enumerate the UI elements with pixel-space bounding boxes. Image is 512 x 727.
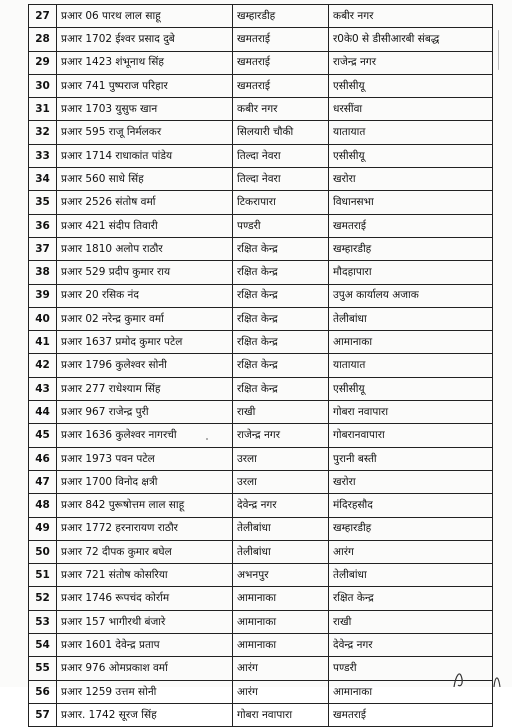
employee-name-cell: प्रआर 595 राजू निर्मलकर bbox=[57, 121, 233, 144]
employee-name-cell: प्रआर 741 पुष्पराज परिहार bbox=[57, 74, 233, 97]
table-row bbox=[29, 540, 493, 563]
table-row bbox=[29, 517, 493, 540]
current-posting-cell: तेलीबांधा bbox=[233, 517, 329, 540]
current-posting-cell: पण्डरी bbox=[233, 214, 329, 237]
employee-name-cell: प्रआर 1636 कुलेश्वर नागरची bbox=[57, 424, 233, 447]
table-row bbox=[29, 564, 493, 587]
employee-name-cell: प्रआर 1702 ईश्वर प्रसाद दुबे bbox=[57, 28, 233, 51]
serial-number-cell: 51 bbox=[29, 564, 57, 587]
new-posting-cell: खरोरा bbox=[329, 470, 493, 493]
table-row bbox=[29, 307, 493, 330]
employee-name-cell: प्रआर 1637 प्रमोद कुमार पटेल bbox=[57, 331, 233, 354]
new-posting-cell: र0के0 से डीसीआरबी संबद्ध bbox=[329, 28, 493, 51]
table-row bbox=[29, 331, 493, 354]
new-posting-cell: मंदिरहसौद bbox=[329, 494, 493, 517]
current-posting-cell: रक्षित केन्द्र bbox=[233, 237, 329, 260]
table-row bbox=[29, 261, 493, 284]
current-posting-cell: उरला bbox=[233, 447, 329, 470]
serial-number-cell: 30 bbox=[29, 74, 57, 97]
table-row bbox=[29, 447, 493, 470]
table-row bbox=[29, 168, 493, 191]
employee-name-cell: प्रआर 277 राधेश्याम सिंह bbox=[57, 377, 233, 400]
current-posting-cell: गोबरा नवापारा bbox=[233, 703, 329, 726]
new-posting-cell: आरंग bbox=[329, 540, 493, 563]
table-row bbox=[29, 214, 493, 237]
employee-name-cell: प्रआर 1796 कुलेश्वर सोनी bbox=[57, 354, 233, 377]
serial-number-cell: 34 bbox=[29, 168, 57, 191]
employee-name-cell: प्रआर 976 ओमप्रकाश वर्मा bbox=[57, 657, 233, 680]
employee-name-cell: प्रआर 842 पुरूषोत्तम लाल साहू bbox=[57, 494, 233, 517]
employee-name-cell: प्रआर 1973 पवन पटेल bbox=[57, 447, 233, 470]
table-row bbox=[29, 610, 493, 633]
table-row bbox=[29, 144, 493, 167]
serial-number-cell: 37 bbox=[29, 237, 57, 260]
table-row bbox=[29, 284, 493, 307]
serial-number-cell: 41 bbox=[29, 331, 57, 354]
current-posting-cell: खमतराई bbox=[233, 51, 329, 74]
current-posting-cell: रक्षित केन्द्र bbox=[233, 331, 329, 354]
table-row bbox=[29, 494, 493, 517]
table-row bbox=[29, 354, 493, 377]
new-posting-cell: खरोरा bbox=[329, 168, 493, 191]
new-posting-cell: तेलीबांधा bbox=[329, 564, 493, 587]
new-posting-cell: उपुअ कार्यालय अजाक bbox=[329, 284, 493, 307]
new-posting-cell: यातायात bbox=[329, 354, 493, 377]
serial-number-cell: 39 bbox=[29, 284, 57, 307]
current-posting-cell: रक्षित केन्द्र bbox=[233, 307, 329, 330]
employee-name-cell: प्रआर 967 राजेन्द्र पुरी bbox=[57, 401, 233, 424]
current-posting-cell: आमानाका bbox=[233, 610, 329, 633]
serial-number-cell: 27 bbox=[29, 5, 57, 28]
new-posting-cell: पुरानी बस्ती bbox=[329, 447, 493, 470]
employee-name-cell: प्रआर 1700 विनोद क्षत्री bbox=[57, 470, 233, 493]
table-row bbox=[29, 680, 493, 703]
current-posting-cell: सिलयारी चौकी bbox=[233, 121, 329, 144]
serial-number-cell: 31 bbox=[29, 98, 57, 121]
current-posting-cell: रक्षित केन्द्र bbox=[233, 261, 329, 284]
new-posting-cell: मौदहापारा bbox=[329, 261, 493, 284]
serial-number-cell: 44 bbox=[29, 401, 57, 424]
table-row bbox=[29, 5, 493, 28]
transfer-table bbox=[28, 4, 493, 727]
new-posting-cell: खम्हारडीह bbox=[329, 237, 493, 260]
employee-name-cell: प्रआर 560 साधे सिंह bbox=[57, 168, 233, 191]
serial-number-cell: 36 bbox=[29, 214, 57, 237]
serial-number-cell: 28 bbox=[29, 28, 57, 51]
current-posting-cell: खमतराई bbox=[233, 74, 329, 97]
employee-name-cell: प्रआर 1601 देवेन्द्र प्रताप bbox=[57, 634, 233, 657]
employee-name-cell: प्रआर 1746 रूपचंद कोर्राम bbox=[57, 587, 233, 610]
table-row bbox=[29, 587, 493, 610]
new-posting-cell: विधानसभा bbox=[329, 191, 493, 214]
table-row bbox=[29, 424, 493, 447]
table-row bbox=[29, 191, 493, 214]
employee-name-cell: प्रआर 1703 युसुफ खान bbox=[57, 98, 233, 121]
current-posting-cell: कबीर नगर bbox=[233, 98, 329, 121]
new-posting-cell: खमतराई bbox=[329, 214, 493, 237]
new-posting-cell: खम्हारडीह bbox=[329, 517, 493, 540]
current-posting-cell: आमानाका bbox=[233, 587, 329, 610]
employee-name-cell: प्रआर 421 संदीप तिवारी bbox=[57, 214, 233, 237]
current-posting-cell: आमानाका bbox=[233, 634, 329, 657]
scan-speck bbox=[498, 30, 499, 70]
table-row bbox=[29, 657, 493, 680]
current-posting-cell: तेलीबांधा bbox=[233, 540, 329, 563]
table-row bbox=[29, 703, 493, 726]
table-row bbox=[29, 121, 493, 144]
employee-name-cell: प्रआर. 1742 सूरज सिंह bbox=[57, 703, 233, 726]
new-posting-cell: गोबरा नवापारा bbox=[329, 401, 493, 424]
serial-number-cell: 57 bbox=[29, 703, 57, 726]
employee-name-cell: प्रआर 20 रसिक नंद bbox=[57, 284, 233, 307]
new-posting-cell: पण्डरी bbox=[329, 657, 493, 680]
new-posting-cell: रक्षित केन्द्र bbox=[329, 587, 493, 610]
table-row bbox=[29, 28, 493, 51]
new-posting-cell: धरसींवा bbox=[329, 98, 493, 121]
serial-number-cell: 35 bbox=[29, 191, 57, 214]
table-row bbox=[29, 470, 493, 493]
serial-number-cell: 48 bbox=[29, 494, 57, 517]
table-row bbox=[29, 51, 493, 74]
serial-number-cell: 42 bbox=[29, 354, 57, 377]
current-posting-cell: राखी bbox=[233, 401, 329, 424]
employee-name-cell: प्रआर 2526 संतोष वर्मा bbox=[57, 191, 233, 214]
new-posting-cell: राखी bbox=[329, 610, 493, 633]
table-row bbox=[29, 98, 493, 121]
employee-name-cell: प्रआर 72 दीपक कुमार बघेल bbox=[57, 540, 233, 563]
serial-number-cell: 29 bbox=[29, 51, 57, 74]
serial-number-cell: 50 bbox=[29, 540, 57, 563]
serial-number-cell: 33 bbox=[29, 144, 57, 167]
serial-number-cell: 45 bbox=[29, 424, 57, 447]
new-posting-cell: खमतराई bbox=[329, 703, 493, 726]
serial-number-cell: 54 bbox=[29, 634, 57, 657]
new-posting-cell: देवेन्द्र नगर bbox=[329, 634, 493, 657]
serial-number-cell: 46 bbox=[29, 447, 57, 470]
serial-number-cell: 53 bbox=[29, 610, 57, 633]
new-posting-cell: आमानाका bbox=[329, 680, 493, 703]
new-posting-cell: एसीसीयू bbox=[329, 377, 493, 400]
current-posting-cell: देवेन्द्र नगर bbox=[233, 494, 329, 517]
current-posting-cell: आरंग bbox=[233, 680, 329, 703]
employee-name-cell: प्रआर 02 नरेन्द्र कुमार वर्मा bbox=[57, 307, 233, 330]
current-posting-cell: राजेन्द्र नगर bbox=[233, 424, 329, 447]
serial-number-cell: 47 bbox=[29, 470, 57, 493]
new-posting-cell: यातायात bbox=[329, 121, 493, 144]
new-posting-cell: एसीसीयू bbox=[329, 144, 493, 167]
signature-mark bbox=[448, 663, 508, 687]
serial-number-cell: 32 bbox=[29, 121, 57, 144]
transfer-table-body bbox=[29, 5, 493, 727]
new-posting-cell: कबीर नगर bbox=[329, 5, 493, 28]
current-posting-cell: अभनपुर bbox=[233, 564, 329, 587]
current-posting-cell: तिल्दा नेवरा bbox=[233, 168, 329, 191]
serial-number-cell: 52 bbox=[29, 587, 57, 610]
employee-name-cell: प्रआर 1772 हरनारायण राठौर bbox=[57, 517, 233, 540]
table-row bbox=[29, 237, 493, 260]
new-posting-cell: गोबरानवापारा bbox=[329, 424, 493, 447]
serial-number-cell: 38 bbox=[29, 261, 57, 284]
current-posting-cell: आरंग bbox=[233, 657, 329, 680]
current-posting-cell: तिल्दा नेवरा bbox=[233, 144, 329, 167]
employee-name-cell: प्रआर 157 भागीरथी बंजारे bbox=[57, 610, 233, 633]
table-row bbox=[29, 377, 493, 400]
employee-name-cell: प्रआर 529 प्रदीप कुमार राय bbox=[57, 261, 233, 284]
current-posting-cell: रक्षित केन्द्र bbox=[233, 354, 329, 377]
employee-name-cell: प्रआर 721 संतोष कोसरिया bbox=[57, 564, 233, 587]
employee-name-cell: प्रआर 1714 राधाकांत पांडेय bbox=[57, 144, 233, 167]
new-posting-cell: आमानाका bbox=[329, 331, 493, 354]
serial-number-cell: 49 bbox=[29, 517, 57, 540]
current-posting-cell: खम्हारडीह bbox=[233, 5, 329, 28]
table-row bbox=[29, 74, 493, 97]
serial-number-cell: 55 bbox=[29, 657, 57, 680]
current-posting-cell: रक्षित केन्द्र bbox=[233, 377, 329, 400]
current-posting-cell: टिकरापारा bbox=[233, 191, 329, 214]
serial-number-cell: 40 bbox=[29, 307, 57, 330]
new-posting-cell: तेलीबांधा bbox=[329, 307, 493, 330]
table-row bbox=[29, 401, 493, 424]
serial-number-cell: 56 bbox=[29, 680, 57, 703]
employee-name-cell: प्रआर 1259 उत्तम सोनी bbox=[57, 680, 233, 703]
current-posting-cell: खमतराई bbox=[233, 28, 329, 51]
employee-name-cell: प्रआर 1810 अलोप राठौर bbox=[57, 237, 233, 260]
current-posting-cell: रक्षित केन्द्र bbox=[233, 284, 329, 307]
employee-name-cell: प्रआर 1423 शंभूनाथ सिंह bbox=[57, 51, 233, 74]
table-row bbox=[29, 634, 493, 657]
scan-speck bbox=[206, 438, 208, 440]
new-posting-cell: एसीसीयू bbox=[329, 74, 493, 97]
serial-number-cell: 43 bbox=[29, 377, 57, 400]
new-posting-cell: राजेन्द्र नगर bbox=[329, 51, 493, 74]
current-posting-cell: उरला bbox=[233, 470, 329, 493]
employee-name-cell: प्रआर 06 पारथ लाल साहू bbox=[57, 5, 233, 28]
